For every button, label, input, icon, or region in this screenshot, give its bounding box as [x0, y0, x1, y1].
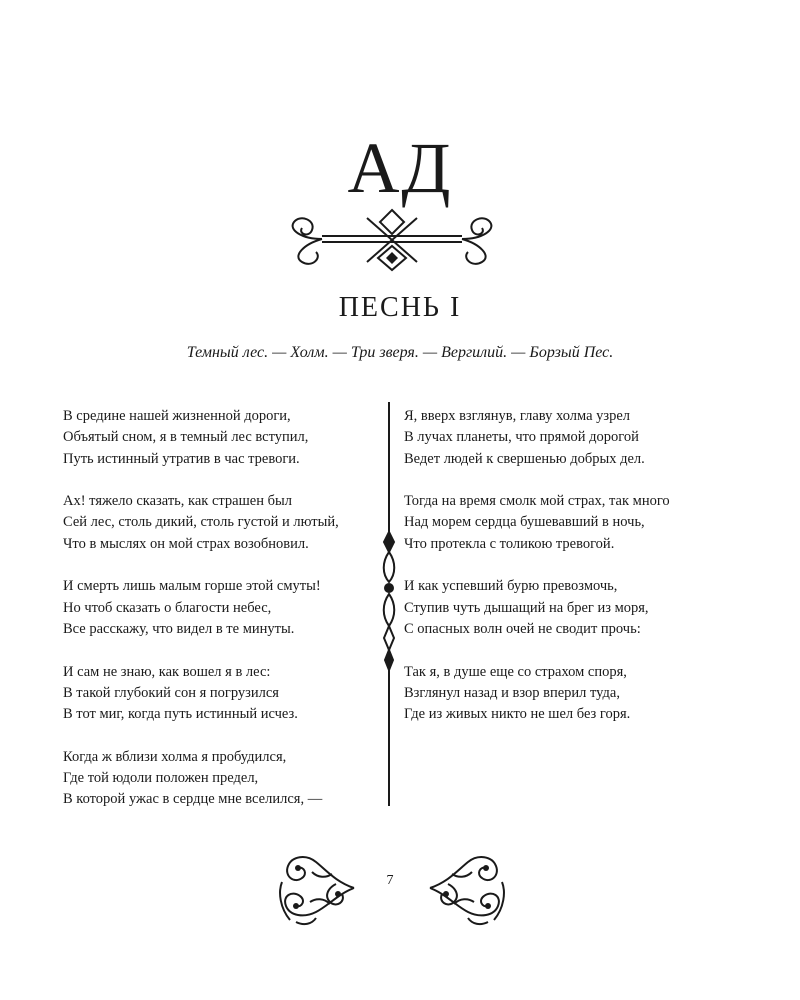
verse-line: В лучах планеты, что прямой дорогой	[404, 429, 639, 446]
verse-line: Над морем сердца бушевавший в ночь,	[404, 514, 645, 531]
verse-line: И сам не знаю, как вошел я в лес:	[63, 663, 271, 680]
verse-line: Когда ж вблизи холма я пробудился,	[63, 748, 287, 765]
stanza	[63, 576, 363, 640]
verse-line: Путь истинный утратив в час тревоги.	[63, 450, 300, 467]
verse-line: С опасных волн очей не сводит прочь:	[404, 620, 641, 637]
verse-line: Что в мыслях он мой страх возобновил.	[63, 535, 309, 552]
stanza	[404, 491, 714, 555]
verse-line: Сей лес, столь дикий, столь густой и лютый,	[63, 514, 339, 531]
verse-line: В которой ужас в сердце мне вселился, —	[63, 791, 323, 808]
verse-line: Ведет людей к свершенью добрых дел.	[404, 450, 645, 467]
verse-line: Где той юдоли положен предел,	[63, 770, 259, 787]
acanthus-scroll-left-icon	[276, 852, 360, 928]
verse-line: Где из живых никто не шел без горя.	[404, 706, 631, 723]
verse-line: Взглянул назад и взор вперил туда,	[404, 684, 620, 701]
poem-left-column	[63, 406, 363, 832]
verse-line: В тот миг, когда путь истинный исчез.	[63, 706, 298, 723]
scroll-knot-ornament-icon	[282, 208, 502, 272]
acanthus-scroll-right-icon	[424, 852, 508, 928]
page-title: АД	[347, 128, 453, 208]
verse-line: Ах! тяжело сказать, как страшен был	[63, 493, 292, 510]
poem-right-column	[404, 406, 714, 747]
verse-line: В такой глубокий сон я погрузился	[63, 684, 279, 701]
verse-line: Что протекла с толикою тревогой.	[404, 535, 615, 552]
canto-heading: ПЕСНЬ I	[338, 292, 462, 323]
stanza	[63, 406, 363, 470]
canto-subtitle: Темный лес. — Холм. — Три зверя. — Вергилий. — Борзый Пес.	[186, 344, 614, 361]
verse-line: В средине нашей жизненной дороги,	[63, 408, 291, 424]
column-divider-icon	[378, 402, 400, 806]
verse-line: Так я, в душе еще со страхом споря,	[404, 663, 627, 680]
verse-line: Ступив чуть дышащий на брег из моря,	[404, 599, 649, 616]
verse-line: Тогда на время смолк мой страх, так много	[404, 493, 670, 510]
stanza	[63, 662, 363, 726]
stanza	[404, 406, 714, 470]
stanza	[63, 747, 363, 811]
verse-line: Все расскажу, что видел в те минуты.	[63, 620, 295, 637]
page-number: 7	[386, 873, 394, 888]
verse-line: И смерть лишь малым горше этой смуты!	[63, 578, 321, 595]
stanza	[404, 576, 714, 640]
verse-line: Но чтоб сказать о благости небес,	[63, 599, 272, 616]
stanza	[63, 491, 363, 555]
verse-line: Объятый сном, я в темный лес вступил,	[63, 429, 309, 446]
verse-line: Я, вверх взглянув, главу холма узрел	[404, 408, 631, 424]
stanza	[404, 662, 714, 726]
verse-line: И как успевший бурю превозмочь,	[404, 578, 618, 595]
